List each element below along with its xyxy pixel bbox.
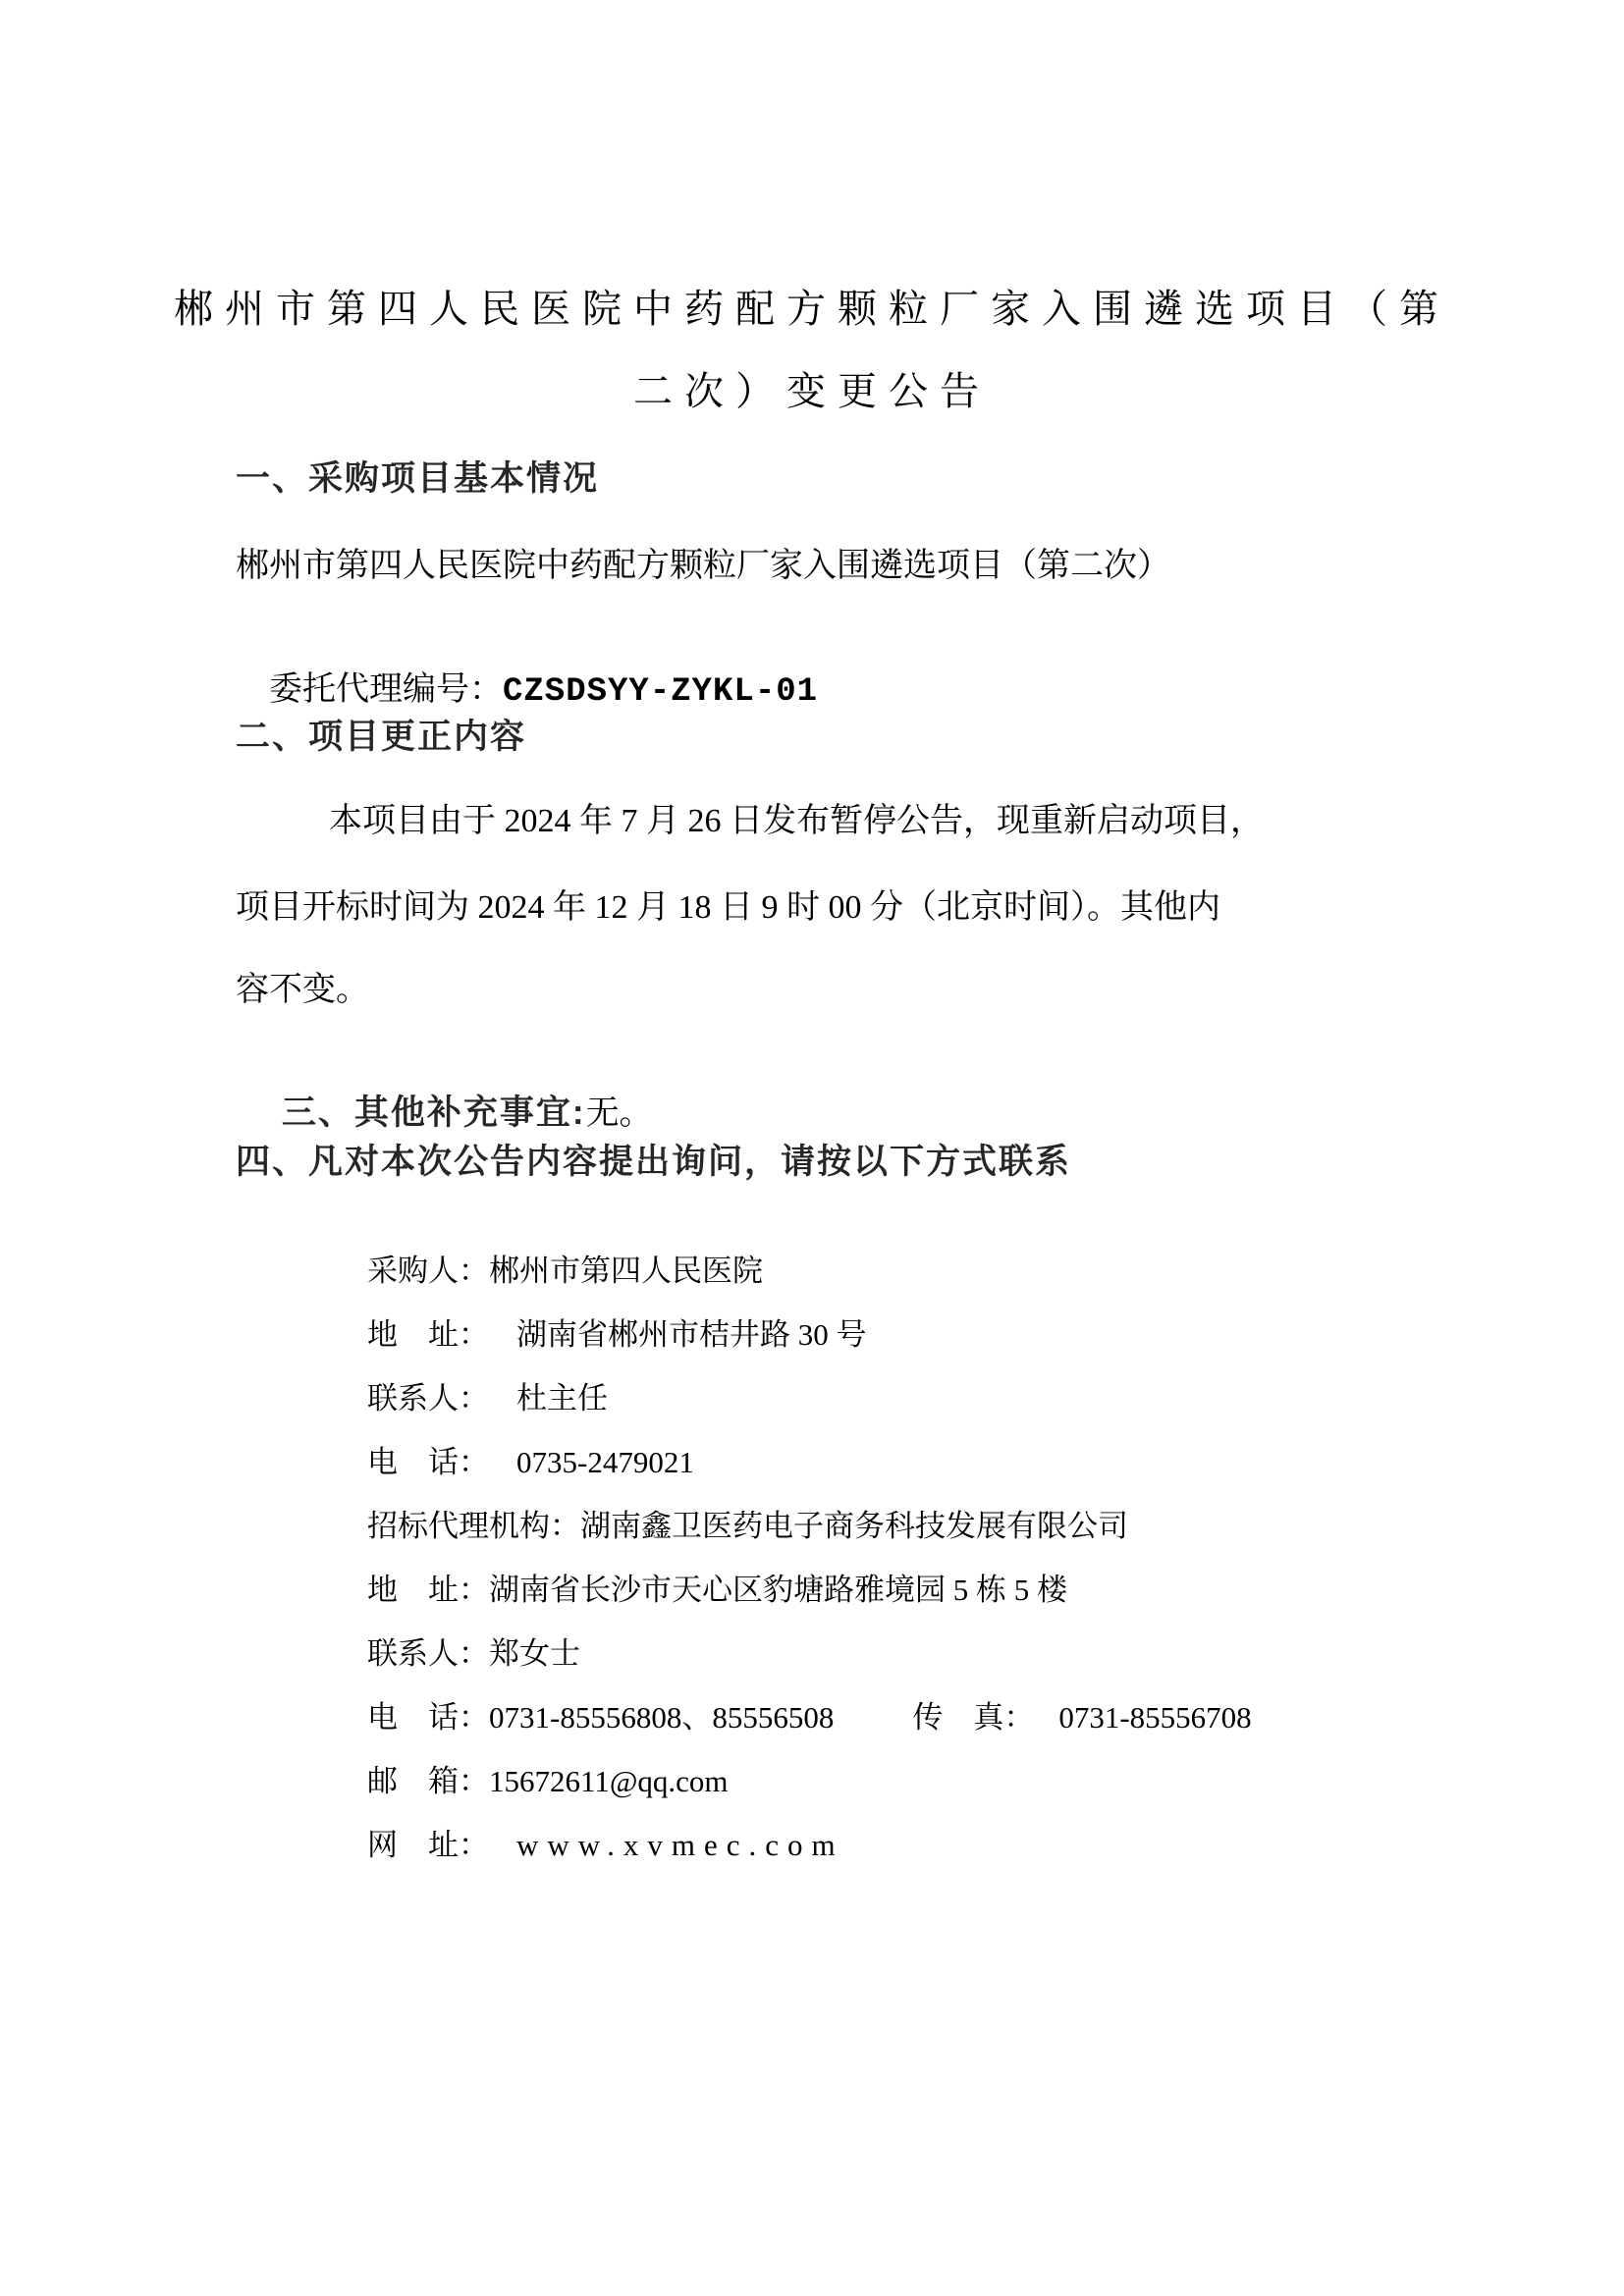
contact-value: 杜主任 (516, 1381, 608, 1415)
contact-value: 湖南省郴州市桔井路 30 号 (516, 1317, 867, 1352)
contact-label: 招标代理机构： (367, 1509, 580, 1543)
contact-value: 湖南省长沙市天心区豹塘路雅境园 5 栋 5 楼 (489, 1573, 1067, 1607)
section-1-heading: 一、采购项目基本情况 (236, 459, 600, 498)
section-2-heading: 二、项目更正内容 (236, 718, 527, 756)
contact-label: 网 址： (367, 1828, 489, 1862)
title-line-1: 郴州市第四人民医院中药配方颗粒厂家入围遴选项目（第 (174, 287, 1450, 331)
agency-code-label: 委托代理编号： (269, 671, 503, 708)
contact-value: 0731-85556808、85556508 (489, 1700, 835, 1735)
contact-label: 邮 箱： (367, 1764, 489, 1798)
title-line-2: 二次）变更公告 (633, 369, 991, 413)
contact-label: 地 址： (367, 1317, 489, 1352)
project-name: 郴州市第四人民医院中药配方颗粒厂家入围遴选项目（第二次） (236, 548, 1170, 584)
correction-paragraph-line-1: 本项目由于 2024 年 7 月 26 日发布暂停公告，现重新启动项目， (329, 803, 1264, 839)
correction-paragraph-line-2: 项目开标时间为 2024 年 12 月 18 日 9 时 00 分（北京时间）。其他内 (236, 889, 1220, 926)
contact-label: 采购人： (367, 1254, 489, 1288)
contact-value: 0735-2479021 (516, 1445, 694, 1479)
agency-code-value: CZSDSYY-ZYKL-01 (503, 673, 819, 711)
contact-value: www.xvmec.com (516, 1828, 844, 1862)
contact-label: 电 话： (367, 1700, 489, 1735)
contact-label: 地 址： (367, 1573, 489, 1607)
contact-label: 联系人： (367, 1381, 489, 1415)
contact-fax-value: 0731-85556708 (1058, 1700, 1252, 1735)
contact-value: 郑女士 (489, 1636, 580, 1671)
contact-label: 联系人： (367, 1636, 489, 1671)
contact-value: 15672611@qq.com (489, 1764, 729, 1798)
section-3-heading-bold: 三、其他补充事宜: (281, 1094, 586, 1132)
contact-value: 郴州市第四人民医院 (489, 1254, 763, 1288)
correction-paragraph-line-3: 容不变。 (236, 972, 369, 1008)
contact-fax-label: 传 真： (912, 1700, 1035, 1735)
section-4-heading: 四、凡对本次公告内容提出询问，请按以下方式联系 (236, 1143, 1072, 1181)
contact-label: 电 话： (367, 1445, 489, 1479)
contact-value: 湖南鑫卫医药电子商务科技发展有限公司 (580, 1509, 1128, 1543)
section-3-heading-value: 无。 (585, 1095, 653, 1132)
contact-line-agency-website (337, 1785, 844, 1899)
